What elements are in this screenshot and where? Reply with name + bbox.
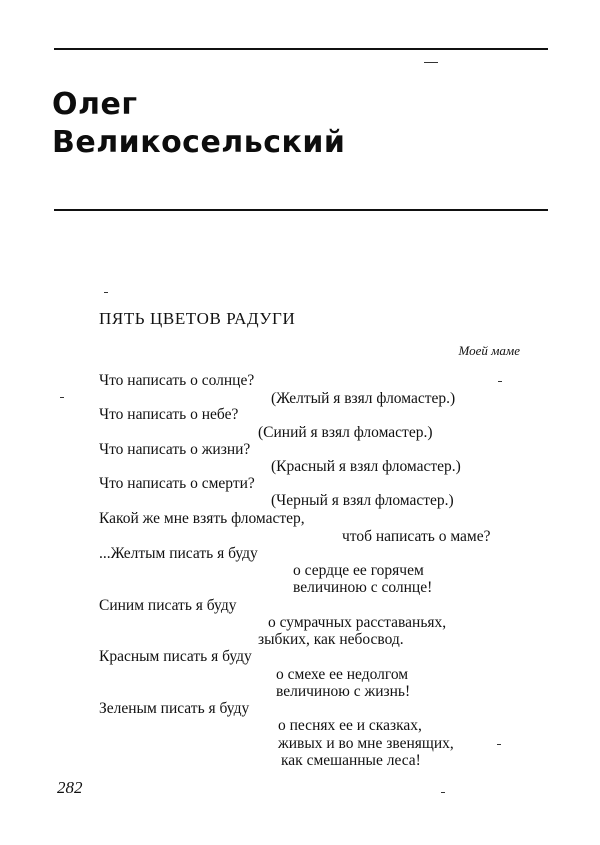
scan-speck	[424, 62, 438, 63]
bottom-rule	[54, 209, 548, 211]
poem-line: о сердце ее горячем	[293, 562, 424, 579]
poem-line: Что написать о небе?	[99, 406, 239, 423]
poem-line: (Синий я взял фломастер.)	[258, 424, 433, 441]
author-first-name: Олег	[52, 87, 138, 122]
top-rule	[54, 48, 548, 50]
poem-line: величиною с жизнь!	[276, 683, 411, 700]
poem-line: о сумрачных расставаньях,	[268, 614, 447, 631]
poem-line: Что написать о солнце?	[99, 372, 255, 389]
poem-line: о песнях ее и сказках,	[278, 717, 422, 734]
poem-line: (Черный я взял фломастер.)	[271, 492, 454, 509]
poem-line: чтоб написать о маме?	[342, 528, 491, 545]
page-number: 282	[57, 778, 83, 797]
poem-title: ПЯТЬ ЦВЕТОВ РАДУГИ	[99, 309, 296, 328]
poem-line: Синим писать я буду	[99, 597, 237, 614]
author-last-name: Великосельский	[52, 125, 346, 160]
poem-dedication: Моей маме	[458, 343, 520, 358]
poem-line: ...Желтым писать я буду	[99, 545, 258, 562]
scan-speck	[498, 381, 502, 382]
poem-line: живых и во мне звенящих,	[278, 735, 454, 752]
poem-line: зыбких, как небосвод.	[258, 631, 404, 648]
poem-line: (Красный я взял фломастер.)	[271, 458, 461, 475]
poem-line: (Желтый я взял фломастер.)	[271, 390, 456, 407]
scan-speck	[60, 397, 64, 398]
poem-line: о смехе ее недолгом	[276, 666, 409, 683]
poem-line: величиною с солнце!	[293, 579, 433, 596]
poem-line: Что написать о жизни?	[99, 441, 251, 458]
scan-speck	[497, 744, 501, 745]
scan-speck	[441, 792, 445, 793]
author-name	[52, 86, 345, 162]
poem-line: Что написать о смерти?	[99, 475, 255, 492]
poem-line: Зеленым писать я буду	[99, 700, 250, 717]
poem-line: как смешанные леса!	[281, 752, 421, 769]
scan-speck	[104, 292, 108, 293]
poem-line: Красным писать я буду	[99, 648, 252, 665]
poem-line: Какой же мне взять фломастер,	[99, 510, 305, 527]
